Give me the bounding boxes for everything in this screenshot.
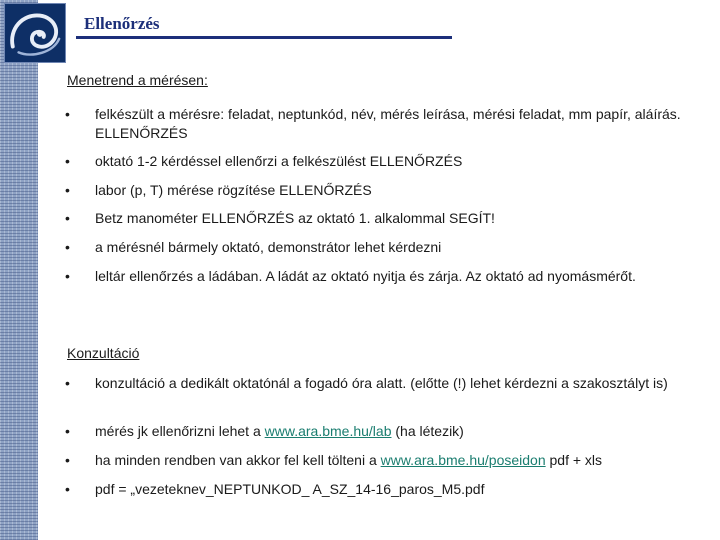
bullet-icon: • (65, 182, 70, 198)
list-item-text (95, 451, 685, 470)
list-item-text: oktató 1-2 kérdéssel ellenőrzi a felkészülést ELLENŐRZÉS (95, 153, 463, 169)
bullet-icon: • (65, 239, 70, 255)
bullet-icon: • (65, 153, 70, 169)
list-item-text: a mérésnél bármely oktató, demonstrátor lehet kérdezni (95, 239, 442, 255)
bullet-icon: • (65, 106, 70, 122)
bullet-icon: • (65, 452, 70, 468)
section-heading-consultation: Konzultáció (67, 345, 140, 361)
title-underline (76, 36, 452, 39)
bullet-icon: • (65, 481, 70, 497)
list-item-text: Betz manométer ELLENŐRZÉS az oktató 1. alkalommal SEGÍT! (95, 210, 495, 226)
swirl-logo-icon (4, 3, 66, 63)
bullet-icon: • (65, 268, 70, 284)
list-item-text-before: mérés jk ellenőrizni lehet a (95, 423, 265, 439)
list-item-text: felkészült a mérésre: feladat, neptunkód, név, mérés leírása, mérési feladat, mm papír, aláírás. ELLENŐRZÉS (95, 106, 681, 141)
list-item (65, 451, 685, 470)
poseidon-link[interactable]: www.ara.bme.hu/poseidon (380, 452, 546, 468)
section-heading-schedule: Menetrend a mérésen: (67, 72, 208, 88)
bullet-icon: • (65, 375, 70, 391)
list-item (65, 238, 685, 257)
list-item-text: leltár ellenőrzés a ládában. A ládát az oktató nyitja és zárja. Az oktató ad nyomásmérőt. (95, 268, 636, 284)
list-item-text: konzultáció a dedikált oktatónál a fogadó óra alatt. (előtte (!) lehet kérdezni a szakosztályt is) (95, 375, 668, 391)
list-item (65, 267, 685, 286)
list-item (65, 181, 685, 200)
list-item (65, 480, 685, 499)
list-item-text-after: (ha létezik) (391, 423, 464, 439)
lab-link[interactable]: www.ara.bme.hu/lab (264, 423, 392, 439)
list-item (65, 105, 685, 143)
list-item-text: labor (p, T) mérése rögzítése ELLENŐRZÉS (95, 182, 372, 198)
slide-title: Ellenőrzés (84, 14, 160, 33)
list-item (65, 209, 685, 228)
bullet-icon: • (65, 423, 70, 439)
list-item-text (95, 422, 685, 441)
list-item-text-after: pdf + xls (545, 452, 603, 468)
decorative-side-strip (0, 0, 38, 540)
list-item (65, 152, 685, 171)
list-item (65, 374, 685, 393)
list-item-text: pdf = „vezeteknev_NEPTUNKOD_ A_SZ_14-16_paros_M5.pdf (95, 481, 485, 497)
list-item (65, 422, 685, 441)
bullet-icon: • (65, 210, 70, 226)
list-item-text-before: ha minden rendben van akkor fel kell tölteni a (95, 452, 381, 468)
